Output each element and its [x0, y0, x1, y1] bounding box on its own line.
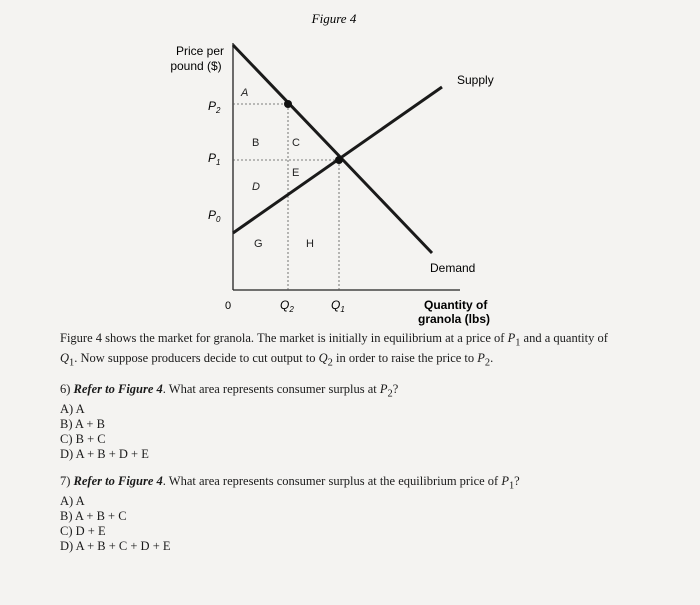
y-axis-label-line1: Price per	[175, 44, 225, 58]
p2-label: $P_2$	[208, 99, 221, 115]
figure-title: Figure 4	[311, 11, 357, 26]
area-e-label: E	[292, 167, 300, 179]
figure-description: Figure 4 shows the market for granola. The market is initially in equilibrium at a price of $P_1$ and a quantity of $Q_1$. Now suppose producers decide to cut output to $Q_2$ in order to raise the price to $P_2$.	[60, 331, 608, 368]
question-6-stem: 6) Refer to Figure 4. What area represents consumer surplus at $P_2$?	[60, 382, 399, 400]
question-7-choice-a[interactable]: A) A	[60, 493, 85, 508]
q1-label: $Q_1$	[331, 298, 345, 314]
question-7-stem: 7) Refer to Figure 4. What area represents consumer surplus at the equilibrium price of $P_1$?	[60, 474, 520, 492]
area-d-label: D	[252, 181, 260, 193]
question-7-choice-b[interactable]: B) A + B + C	[60, 508, 127, 523]
area-c-label: C	[292, 137, 300, 149]
area-a-label: A	[241, 87, 249, 99]
question-6-choice-a[interactable]: A) A	[60, 401, 85, 416]
area-h-label: H	[306, 238, 314, 250]
question-6-choice-c[interactable]: C) B + C	[60, 431, 106, 446]
point-q2-p2	[284, 100, 292, 108]
equilibrium-point	[335, 156, 343, 164]
area-g-label: G	[254, 238, 263, 250]
x-axis-label-line1: Quantity of	[424, 298, 488, 312]
question-7-choice-c[interactable]: C) D + E	[60, 523, 106, 538]
p1-label: $P_1$	[208, 151, 221, 167]
question-6-choice-d[interactable]: D) A + B + D + E	[60, 446, 149, 461]
q2-label: $Q_2$	[280, 298, 294, 314]
question-6-choice-b[interactable]: B) A + B	[60, 416, 105, 431]
y-axis-label-line2: pound ($)	[170, 59, 222, 73]
p0-label: $P_0$	[208, 208, 221, 224]
question-6	[60, 382, 660, 462]
demand-label: Demand	[430, 261, 476, 275]
origin-label: 0	[225, 300, 232, 312]
area-b-label: B	[252, 137, 260, 149]
demand-curve	[233, 45, 432, 253]
question-7-choice-d[interactable]: D) A + B + C + D + E	[60, 538, 171, 553]
question-7	[60, 474, 680, 554]
x-axis-label-line2: granola (lbs)	[418, 312, 491, 326]
supply-label: Supply	[457, 73, 494, 87]
